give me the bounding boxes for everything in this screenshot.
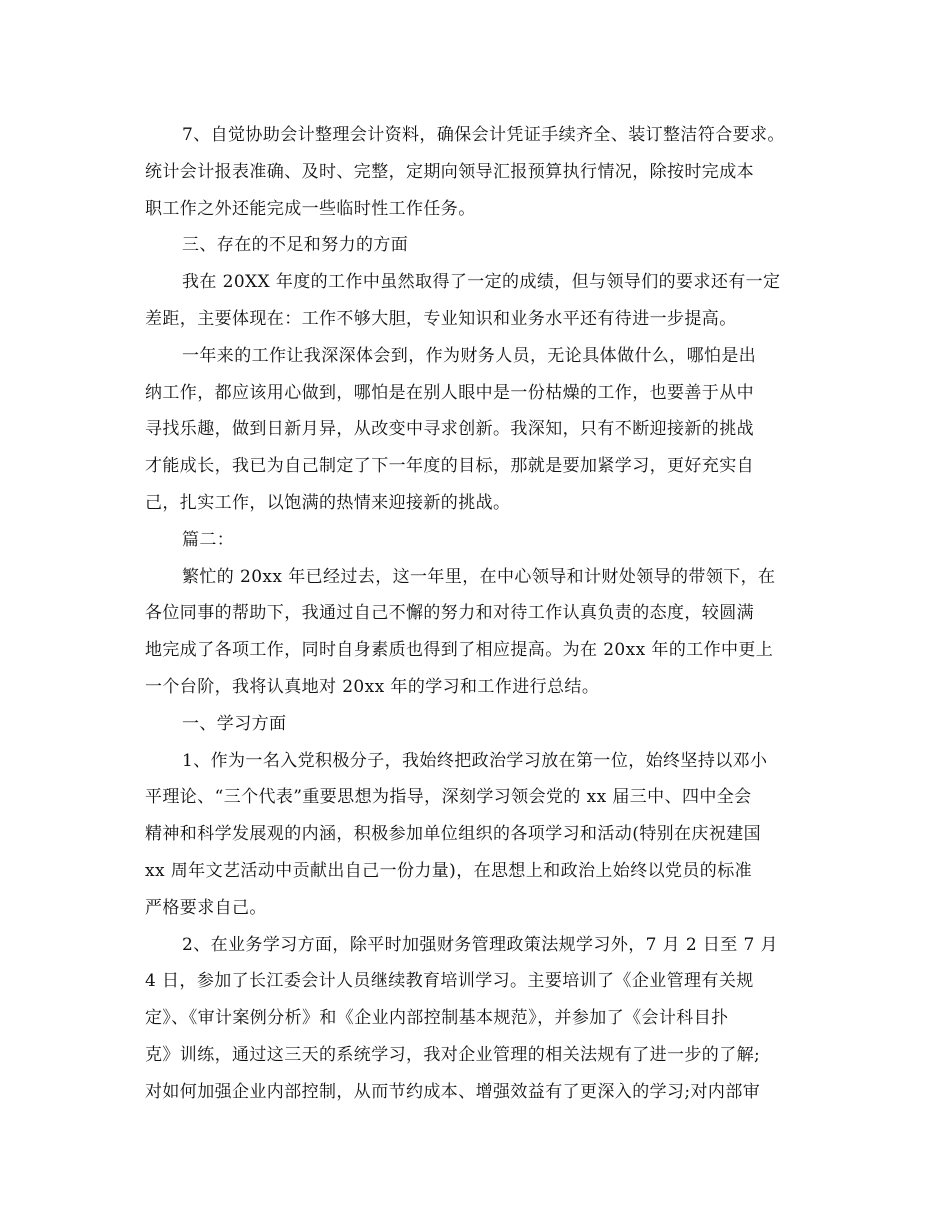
text-line: 才能成长，我已为自己制定了下一年度的目标，那就是要加紧学习，更好充实自 [145,456,754,477]
text-line: 纳工作，都应该用心做到，哪怕是在别人眼中是一份枯燥的工作，也要善于从中 [145,382,754,403]
text-line: 职工作之外还能完成一些临时性工作任务。 [145,198,476,219]
text-line: 我在 20XX 年度的工作中虽然取得了一定的成绩，但与领导们的要求还有一定 [182,272,781,293]
text-line: 7、自觉协助会计整理会计资料，确保会计凭证手续齐全、装订整洁符合要求。 [182,125,785,145]
text-line: 精神和科学发展观的内涵，积极参加单位组织的各项学习和活动(特别在庆祝建国 [145,824,762,845]
text-line: 繁忙的 20xx 年已经过去，这一年里，在中心领导和计财处领导的带领下，在 [182,566,776,587]
text-line: 1、作为一名入党积极分子，我始终把政治学习放在第一位，始终坚持以邓小 [182,750,768,771]
text-line: 对如何加强企业内部控制，从而节约成本、增强效益有了更深入的学习;对内部审 [145,1081,761,1102]
text-line: 4 日，参加了长江委会计人员继续教育培训学习。主要培训了《企业管理有关规 [145,971,754,992]
text-line: 己，扎实工作，以饱满的热情来迎接新的挑战。 [145,492,511,513]
text-line: 一年来的工作让我深深体会到，作为财务人员，无论具体做什么，哪怕是出 [182,345,757,366]
text-line: 差距，主要体现在：工作不够大胆，专业知识和业务水平还有待进一步提高。 [145,308,737,329]
text-line: 定》、《审计案例分析》和《企业内部控制基本规范》，并参加了《会计科目扑 [145,1008,729,1029]
text-line: 平理论、“三个代表”重要思想为指导，深刻学习领会党的 xx 届三中、四中全会 [145,787,752,808]
text-line: 寻找乐趣，做到日新月异，从改变中寻求创新。我深知，只有不断迎接新的挑战 [145,419,754,440]
text-line: 克》训练，通过这三天的系统学习，我对企业管理的相关法规有了进一步的了解; [145,1044,761,1065]
text-line: 严格要求自己。 [145,897,267,918]
text-line: 篇二： [182,529,235,550]
text-line: 2、在业务学习方面，除平时加强财务管理政策法规学习外，7 月 2 日至 7 月 [182,934,778,955]
text-line: 一个台阶，我将认真地对 20xx 年的学习和工作进行总结。 [145,676,600,697]
text-line: 统计会计报表准确、及时、完整，定期向领导汇报预算执行情况，除按时完成本 [145,161,754,182]
document-body [145,117,810,1111]
text-line: 地完成了各项工作，同时自身素质也得到了相应提高。为在 20xx 年的工作中更上 [145,640,774,661]
text-line: 一、学习方面 [182,713,287,734]
text-line: xx 周年文艺活动中贡献出自己一份力量)，在思想上和政治上始终以党员的标准 [145,860,753,881]
text-line: 三、存在的不足和努力的方面 [182,235,409,256]
text-line: 各位同事的帮助下，我通过自己不懈的努力和对待工作认真负责的态度，较圆满 [145,603,754,624]
